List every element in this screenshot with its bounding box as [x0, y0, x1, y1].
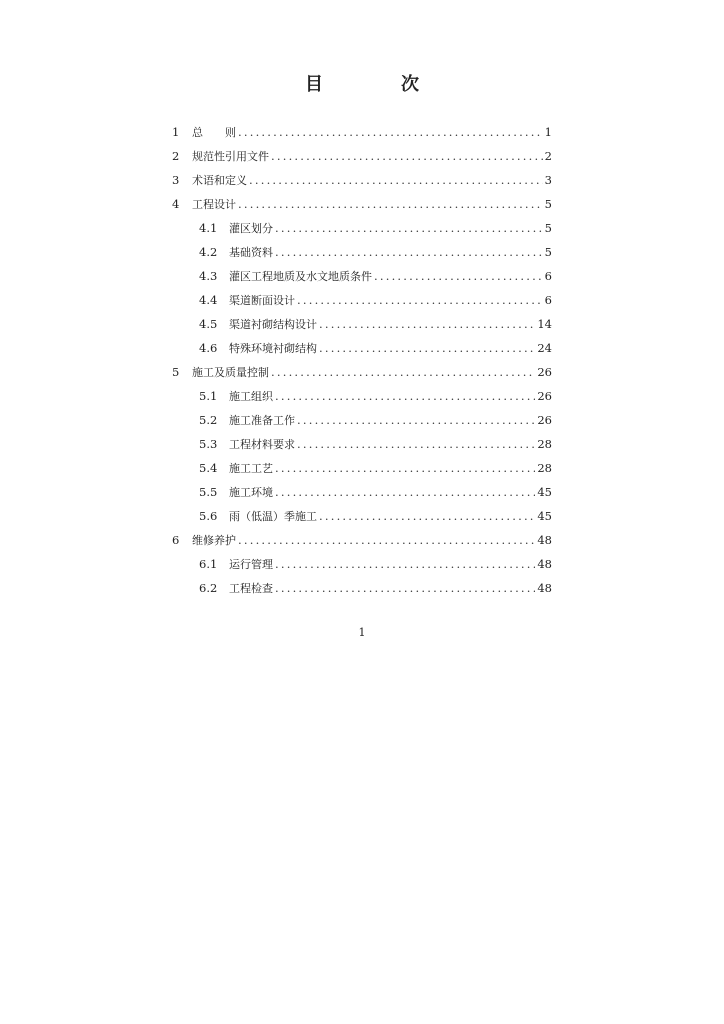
toc-entry-label: 渠道断面设计	[229, 294, 295, 307]
toc-entry-label: 维修养护	[192, 534, 236, 547]
toc-entry[interactable]	[199, 483, 552, 501]
toc-entry[interactable]	[199, 243, 552, 261]
toc-entry-label: 术语和定义	[192, 174, 247, 187]
dot-leader	[271, 363, 535, 381]
toc-entry-label: 施工准备工作	[229, 414, 295, 427]
toc-entry[interactable]	[199, 339, 552, 357]
toc-entry[interactable]	[199, 459, 552, 477]
toc-entry-page: 28	[537, 461, 552, 475]
toc-entry-label: 施工组织	[229, 390, 273, 403]
toc-entry-number: 4	[172, 197, 180, 211]
toc-entry-number: 5.6	[199, 509, 218, 523]
toc-entry-page: 6	[544, 269, 552, 283]
toc-entry[interactable]	[199, 291, 552, 309]
toc-entry-number: 4.3	[199, 269, 218, 283]
toc-entry[interactable]	[199, 219, 552, 237]
dot-leader	[238, 123, 543, 141]
dot-leader	[374, 267, 543, 285]
toc-entry-number: 6	[172, 533, 180, 547]
toc-entry-page: 14	[537, 317, 552, 331]
toc-entry[interactable]	[199, 435, 552, 453]
toc-entry[interactable]	[199, 387, 552, 405]
toc-entry-number: 4.5	[199, 317, 218, 331]
toc-entry[interactable]	[199, 315, 552, 333]
toc-entry-number: 6.2	[199, 581, 218, 595]
dot-leader	[275, 219, 543, 237]
toc-entry[interactable]	[172, 123, 552, 141]
toc-entry-label: 特殊环境衬砌结构	[229, 342, 317, 355]
toc-entry-number: 5.5	[199, 485, 218, 499]
dot-leader	[275, 555, 535, 573]
toc-entry-page: 1	[544, 125, 552, 139]
toc-entry-number: 1	[172, 125, 180, 139]
dot-leader	[275, 483, 535, 501]
toc-entry-label: 施工及质量控制	[192, 366, 269, 379]
dot-leader	[238, 195, 543, 213]
dot-leader	[319, 315, 535, 333]
toc-entry[interactable]	[199, 411, 552, 429]
toc-entry-label: 总 则	[192, 126, 236, 139]
toc-entry-label: 雨（低温）季施工	[229, 510, 317, 523]
toc-entry-page: 28	[537, 437, 552, 451]
toc-entry-number: 4.2	[199, 245, 218, 259]
toc-entry-page: 24	[537, 341, 552, 355]
toc-entry-number: 4.6	[199, 341, 218, 355]
dot-leader	[319, 507, 535, 525]
toc-entry-page: 26	[537, 389, 552, 403]
toc-entry-page: 48	[537, 557, 552, 571]
toc-entry-label: 工程材料要求	[229, 438, 295, 451]
toc-entry-label: 工程检查	[229, 582, 273, 595]
toc-entry-page: 26	[537, 413, 552, 427]
toc-entry-label: 基础资料	[229, 246, 273, 259]
toc-entry-number: 4.4	[199, 293, 218, 307]
toc-entry-page: 5	[544, 221, 552, 235]
toc-entry[interactable]	[172, 195, 552, 213]
dot-leader	[275, 387, 535, 405]
toc-entry-page: 3	[544, 173, 552, 187]
dot-leader	[275, 579, 535, 597]
toc-entry-page: 6	[544, 293, 552, 307]
toc-entry-number: 5.2	[199, 413, 218, 427]
toc-entry-number: 5.1	[199, 389, 218, 403]
toc-entry-page: 5	[544, 245, 552, 259]
toc-entry[interactable]	[172, 147, 552, 165]
toc-entry-page: 45	[537, 509, 552, 523]
dot-leader	[238, 531, 535, 549]
dot-leader	[275, 459, 535, 477]
dot-leader	[271, 147, 543, 165]
dot-leader	[249, 171, 543, 189]
toc-entry-label: 工程设计	[192, 198, 236, 211]
toc-entry-page: 48	[537, 581, 552, 595]
toc-entry-number: 4.1	[199, 221, 218, 235]
dot-leader	[319, 339, 535, 357]
toc-entry-label: 渠道衬砌结构设计	[229, 318, 317, 331]
toc-entry-label: 灌区工程地质及水文地质条件	[229, 270, 372, 283]
toc-entry-label: 规范性引用文件	[192, 150, 269, 163]
toc-entry-page: 5	[544, 197, 552, 211]
toc-entry[interactable]	[172, 531, 552, 549]
toc-entry[interactable]	[172, 363, 552, 381]
toc-entry-number: 2	[172, 149, 180, 163]
toc-entry-number: 5.4	[199, 461, 218, 475]
toc-entry[interactable]	[199, 267, 552, 285]
toc-entry-number: 5.3	[199, 437, 218, 451]
toc-entry-label: 灌区划分	[229, 222, 273, 235]
toc-entry[interactable]	[199, 507, 552, 525]
toc-entry-page: 45	[537, 485, 552, 499]
dot-leader	[275, 243, 543, 261]
toc-entry-number: 5	[172, 365, 180, 379]
toc-entry-number: 6.1	[199, 557, 218, 571]
toc-entry[interactable]	[172, 171, 552, 189]
page-number: 1	[358, 626, 366, 639]
toc-entry-label: 施工环境	[229, 486, 273, 499]
toc-entry[interactable]	[199, 579, 552, 597]
toc-entry-page: 2	[544, 149, 552, 163]
toc-entry-number: 3	[172, 173, 180, 187]
page-title: 目 次	[305, 74, 449, 95]
toc-entry-page: 26	[537, 365, 552, 379]
toc-entry-label: 运行管理	[229, 558, 273, 571]
dot-leader	[297, 411, 535, 429]
toc-entry-page: 48	[537, 533, 552, 547]
toc-entry-label: 施工工艺	[229, 462, 273, 475]
toc-entry[interactable]	[199, 555, 552, 573]
dot-leader	[297, 291, 543, 309]
dot-leader	[297, 435, 535, 453]
